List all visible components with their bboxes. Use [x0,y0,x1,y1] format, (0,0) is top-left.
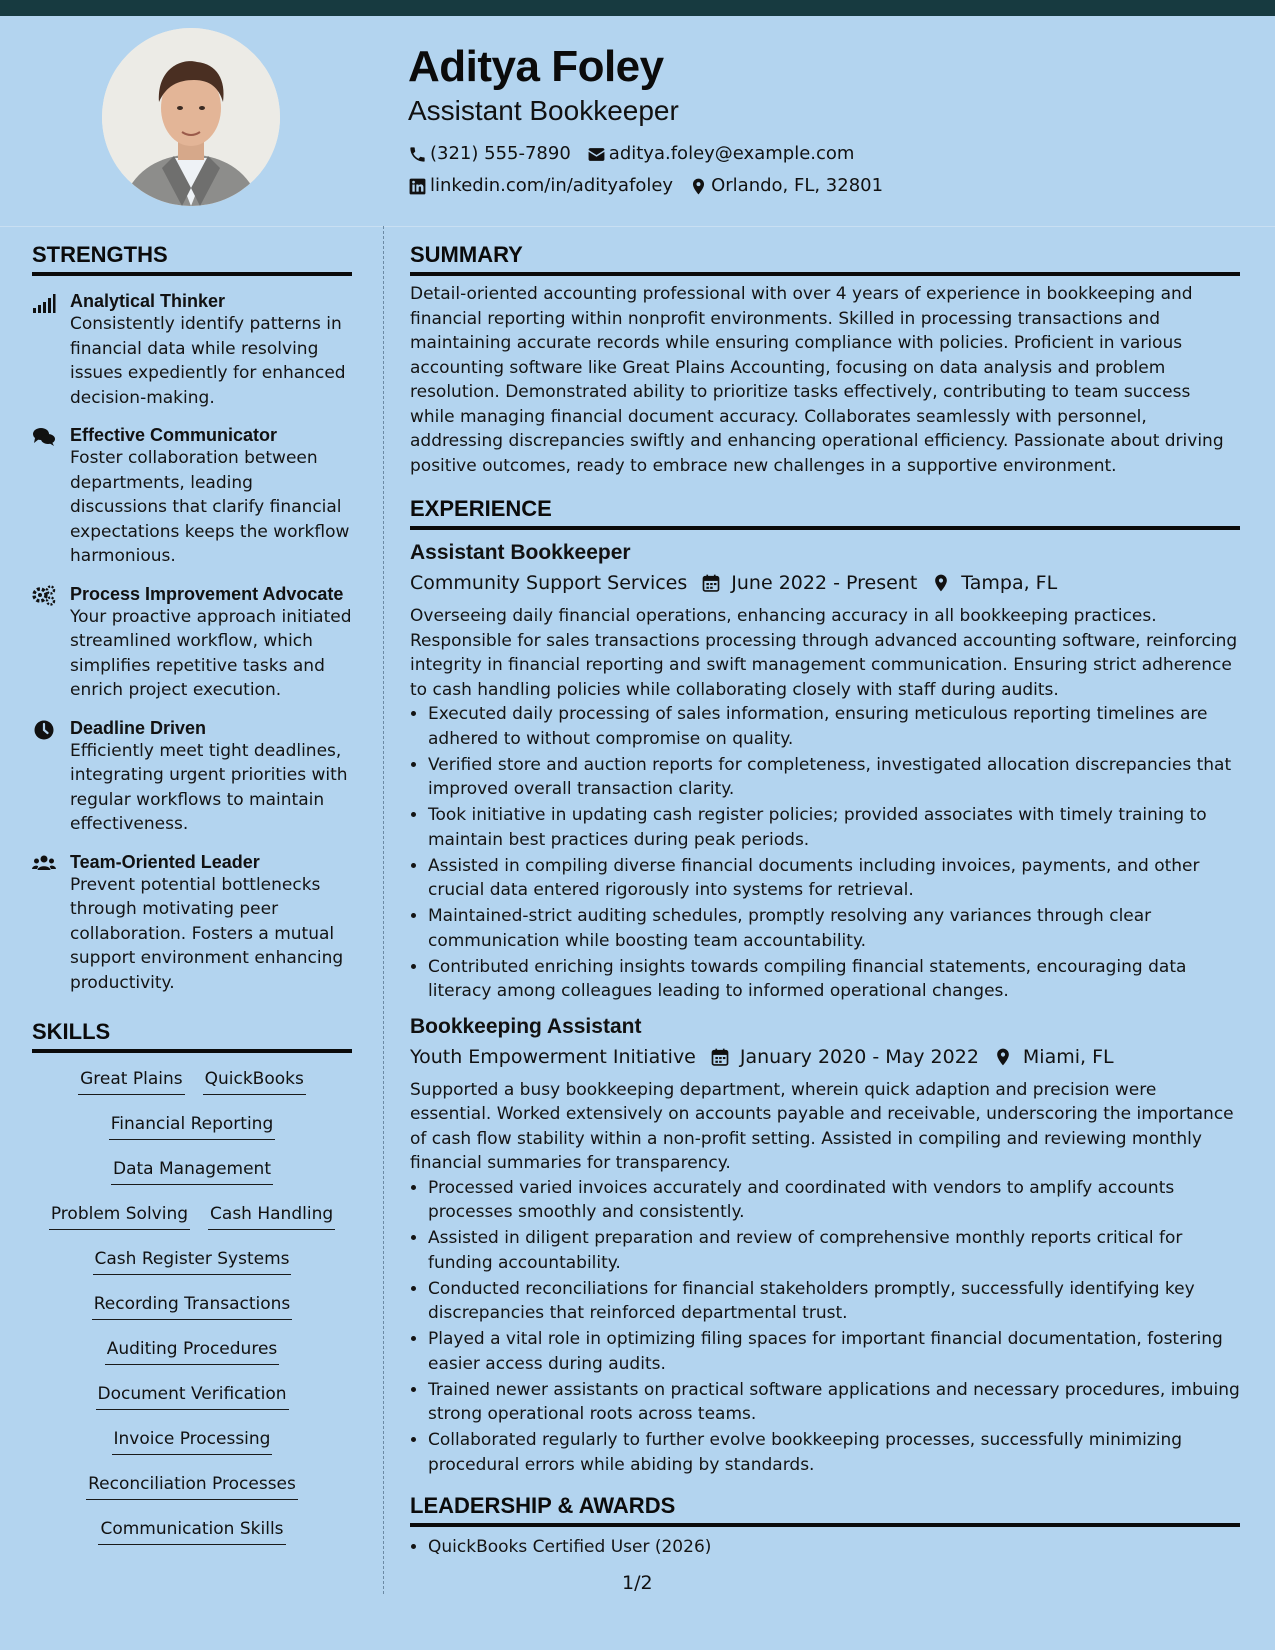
job-bullets [410,702,1240,1004]
job-meta [410,1042,1240,1072]
strength-desc: Consistently identify patterns in financial data while resolving issues expediently for enhanced decision-making. [70,314,346,408]
right-column [410,238,1240,1561]
email-text: aditya.foley@example.com [608,143,855,164]
phone-icon [408,145,427,164]
top-bar [0,0,1275,16]
strength-item [32,583,352,703]
list-item: • Collaborated regularly to further evolve bookkeeping processes, successfully minimizing procedural errors while abiding by standards. [428,1428,1240,1477]
skill-tag: Invoice Processing [112,1425,273,1455]
list-item: • Trained newer assistants on practical software applications and necessary procedures, imbuing strong operational roots across teams. [428,1378,1240,1427]
list-item: • Processed varied invoices accurately and coordinated with vendors to amplify accounts processes smoothly and consistently. [428,1176,1240,1225]
resume-header [0,16,1275,227]
strength-title: Deadline Driven [70,717,207,738]
strength-desc: Foster collaboration between departments, leading discussions that clarify financial expectations keeps the workflow harmonious. [70,448,350,566]
job-title: Assistant Bookkeeper [410,541,631,564]
calendar-icon [710,1047,730,1067]
contact-phone[interactable] [408,144,571,164]
job-bullets [410,1176,1240,1478]
skill-tag: Document Verification [96,1380,289,1410]
candidate-title: Assistant Bookkeeper [408,95,679,126]
skill-tag: Reconciliation Processes [86,1470,298,1500]
users-icon [32,853,56,875]
contact-linkedin[interactable] [408,176,673,196]
skill-tag: QuickBooks [203,1065,306,1095]
strength-desc: Efficiently meet tight deadlines, integrating urgent priorities with regular workflows to maintain effectiveness. [70,740,348,834]
list-item: • Took initiative in updating cash register policies; provided associates with timely training to maintain best practices during peak periods. [428,803,1240,852]
linkedin-text: linkedin.com/in/adityafoley [430,175,674,196]
awards-list [410,1535,1240,1560]
skills-list [32,1065,352,1560]
list-item: • Played a vital role in optimizing filing spaces for important financial documentation, fostering easier access during audits. [428,1327,1240,1376]
linkedin-icon [408,177,427,196]
skill-tag: Cash Register Systems [93,1245,292,1275]
envelope-icon [587,145,606,164]
awards-heading: LEADERSHIP & AWARDS [410,1489,1240,1527]
summary-heading: SUMMARY [410,238,1240,276]
job-description: Supported a busy bookkeeping department, wherein quick adaption and precision were essential. Worked extensively on accounts payable and receivable, underscoring the importance of cash flow stability within a non-profit setting. Assisted in compiling and reviewing monthly financial summaries for transparency. [410,1079,1234,1173]
job-company: Community Support Services [410,572,688,594]
skill-tag: Cash Handling [208,1200,335,1230]
strengths-heading: STRENGTHS [32,238,352,276]
list-item: • Assisted in compiling diverse financial documents including invoices, payments, and other crucial data entered rigorously into systems for retrieval. [428,854,1240,903]
page-number: 1/2 [622,1572,653,1594]
map-pin-icon [931,573,951,593]
job-dates: June 2022 - Present [731,572,918,594]
experience-heading: EXPERIENCE [410,492,1240,530]
contact-location [689,176,883,196]
strength-title: Effective Communicator [70,425,278,445]
job-dates: January 2020 - May 2022 [739,1045,979,1068]
job-description: Overseeing daily financial operations, enhancing accuracy in all bookkeeping practices. Responsible for sales transactions processing through advanced accounting software, reinforcing integrity in financial reporting and swift management communication. Ensuring strict adherence to cash handling policies while collaborating closely with staff during audits. [410,606,1238,700]
skill-tag: Problem Solving [49,1200,190,1230]
job-entry [410,538,1240,1004]
job-meta [410,568,1240,598]
chat-bubbles-icon [32,426,56,448]
phone-text: (321) 555-7890 [430,143,571,164]
left-column [32,238,352,1560]
skill-tag: Recording Transactions [92,1290,293,1320]
job-location: Miami, FL [1022,1045,1114,1068]
strength-title: Process Improvement Advocate [70,583,344,604]
summary-text: Detail-oriented accounting professional with over 4 years of experience in bookkeeping and financial reporting within nonprofit environments. Skilled in processing transactions and maintaining accurate records while ensuring compliance with policies. Proficient in various accounting software like Great Plains Accounting, focusing on data analysis and problem resolution. Demonstrated ability to prioritize tasks effectively, contributing to team success while managing financial document accuracy. Collaborates seamlessly with personnel, addressing discrepancies swiftly and enhancing operational efficiency. Passionate about driving positive outcomes, ready to embrace new challenges in a supportive environment. [410,284,1224,476]
list-item: • QuickBooks Certified User (2026) [428,1535,1240,1560]
job-company: Youth Empowerment Initiative [410,1045,696,1068]
candidate-name: Aditya Foley [408,42,664,91]
list-item: • Assisted in diligent preparation and review of comprehensive monthly reports critical for funding accountability. [428,1226,1240,1275]
strength-item [32,717,352,837]
skill-tag: Auditing Procedures [105,1335,280,1365]
strength-desc: Your proactive approach initiated streamlined workflow, which simplifies repetitive tasks and enrich project execution. [70,606,352,700]
strength-item [32,851,352,996]
skill-tag: Financial Reporting [109,1110,276,1140]
strength-title: Team-Oriented Leader [70,851,260,872]
list-item: • Conducted reconciliations for financial stakeholders promptly, successfully identifying key discrepancies that reinforced departmental trust. [428,1277,1240,1326]
column-divider [383,226,384,1594]
job-location: Tampa, FL [961,572,1058,594]
strength-title: Analytical Thinker [70,291,226,311]
job-entry [410,1012,1240,1478]
strength-desc: Prevent potential bottlenecks through motivating peer collaboration. Fosters a mutual support environment enhancing productivity. [70,874,344,993]
list-item: • Maintained-strict auditing schedules, promptly resolving any variances through clear communication while boosting team accountability. [428,904,1240,953]
strength-item [32,290,352,410]
list-item: • Verified store and auction reports for completeness, investigated allocation discrepancies that improved overall transaction clarity. [428,753,1240,802]
skill-tag: Great Plains [78,1065,184,1095]
calendar-icon [701,573,721,593]
strength-item [32,424,352,569]
skill-tag: Communication Skills [98,1515,285,1545]
clock-icon [32,719,56,741]
location-text: Orlando, FL, 32801 [711,175,884,196]
list-item: • Executed daily processing of sales information, ensuring meticulous reporting timelines are adhered to without compromise on quality. [428,702,1240,751]
map-pin-icon [689,177,708,196]
map-pin-icon [993,1047,1013,1067]
job-title: Bookkeeping Assistant [410,1014,642,1038]
skill-tag: Data Management [111,1155,273,1185]
contact-email[interactable] [587,144,855,164]
profile-photo [102,28,280,206]
list-item: • Contributed enriching insights towards compiling financial statements, encouraging data literacy among colleagues leading to informed operational changes. [428,955,1240,1004]
skills-heading: SKILLS [32,1015,352,1053]
gears-icon [32,585,56,607]
bar-chart-icon [32,292,56,314]
